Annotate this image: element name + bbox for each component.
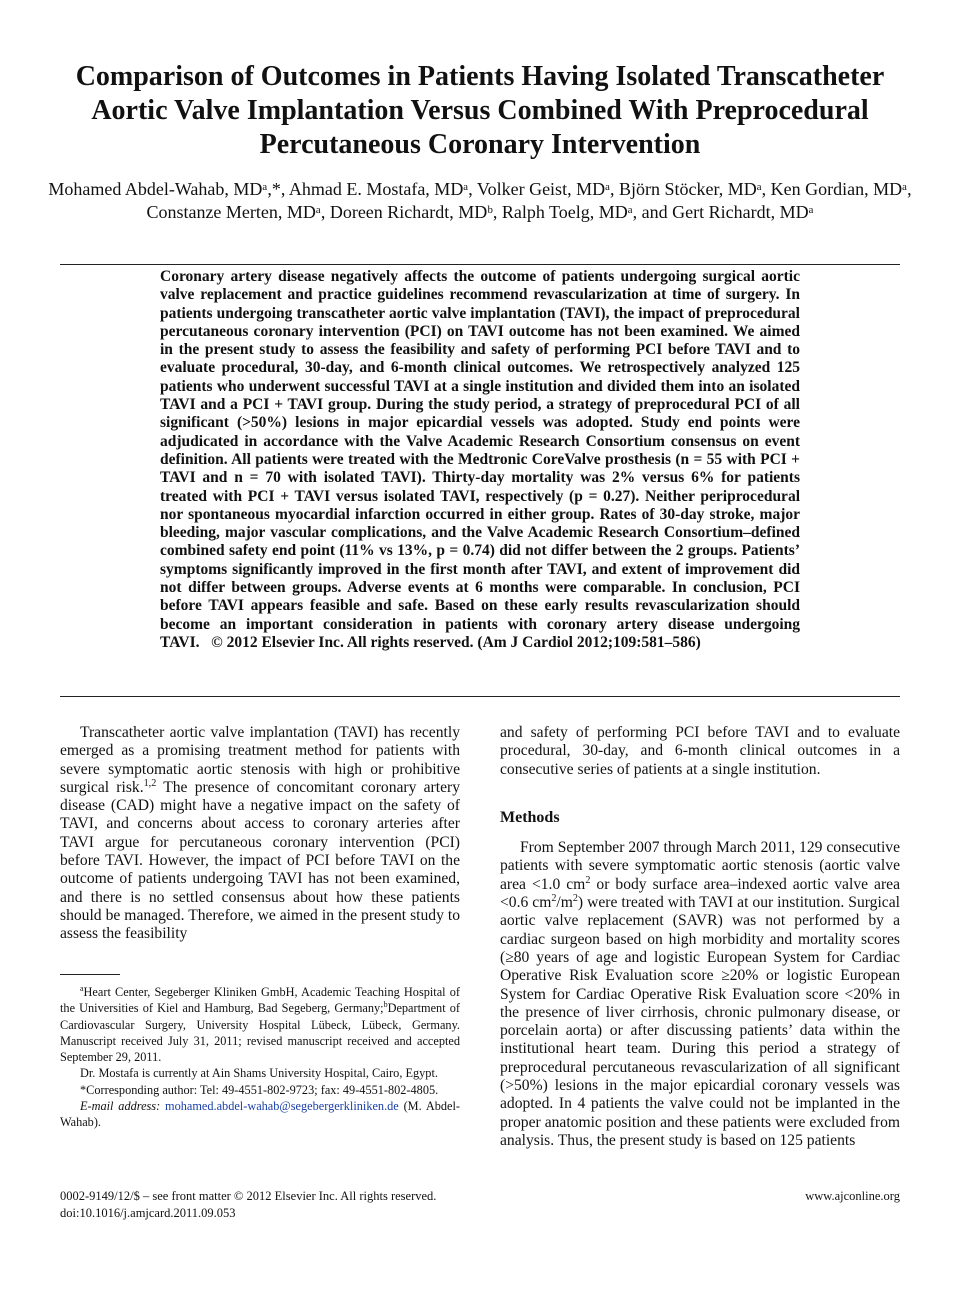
affiliation-a <box>60 984 460 1065</box>
footnotes <box>60 984 460 1131</box>
abstract <box>160 268 800 652</box>
intro-text-part2: The presence of concomitant coronary artery disease (CAD) might have a negative impact on the safety of TAVI, and concerns about access to coronary arteries after TAVI argue for percutaneous coronary intervention (PCI) before TAVI. However, the impact of PCI before TAVI on the outcome of patients undergoing TAVI has not been examined, and there is no settled consensus about how these patients should be managed. Therefore, we aimed in the present study to assess the feasibility <box>60 778 460 943</box>
footnote-rule <box>60 974 120 975</box>
intro-text-part1: Transcatheter aortic valve implantation (TAVI) has recently emerged as a promising treatment method for patients with severe symptomatic aortic stenosis with high or prohibitive surgical risk. <box>60 724 460 796</box>
intro-paragraph <box>60 724 460 944</box>
methods-text-3: /m <box>556 894 573 912</box>
footer-website[interactable]: www.ajconline.org <box>805 1189 900 1203</box>
footnote-email <box>60 1098 460 1131</box>
footer-issn: 0002-9149/12/$ – see front matter © 2012 Elsevier Inc. All rights reserved. <box>60 1189 437 1203</box>
affiliation-a-text: Heart Center, Segeberger Kliniken GmbH, Academic Teaching Hospital of the Universities of Kiel and Hamburg, Bad Segeberg, Germany; <box>60 985 460 1016</box>
methods-heading: Methods <box>500 808 560 826</box>
affiliation-b-mark: b <box>383 1000 388 1010</box>
methods-sup-2: 2 <box>551 892 557 904</box>
methods-text-1: From September 2007 through March 2011, 129 consecutive patients with severe symptomatic aortic stenosis (aortic valve area <1.0 cm <box>500 839 900 893</box>
methods-paragraph <box>500 839 900 1150</box>
abstract-bottom-rule <box>60 696 900 697</box>
abstract-copyright: © 2012 Elsevier Inc. All rights reserved. (Am J Cardiol 2012;109:581–586) <box>211 633 701 651</box>
email-link[interactable]: mohamed.abdel-wahab@segebergerkliniken.de <box>165 1099 399 1114</box>
abstract-text: Coronary artery disease negatively affects the outcome of patients undergoing surgical aortic valve replacement and practice guidelines recommend revascularization at time of surgery. In patients undergoing transcatheter aortic valve implantation (TAVI), the impact of preprocedural percutaneous coronary intervention (PCI) on TAVI outcome has not been examined. We aimed in the present study to assess the feasibility and safety of performing PCI before TAVI and to evaluate procedural, 30-day, and 6-month clinical outcomes. We retrospectively analyzed 125 patients who underwent successful TAVI at a single institution and divided them into an isolated TAVI and a PCI + TAVI group. During the study period, a strategy of preprocedural PCI of all significant (>50%) lesions in major epicardial vessels was adopted. Study end points were adjudicated in accordance with the Valve Academic Research Consortium consensus on event definition. All patients were treated with the Medtronic CoreValve prosthesis (n = 55 with PCI + TAVI and n = 70 with isolated TAVI). Thirty-day mortality was 2% versus 6% for patients treated with PCI + TAVI versus isolated TAVI, respectively (p = 0.27). Neither periprocedural nor spontaneous myocardial infarction occurred in either group. Rates of 30-day stroke, major bleeding, major vascular complications, and the Valve Academic Research Consortium–defined combined safety end point (11% vs 13%, p = 0.74) did not differ between the 2 groups. Patients’ symptoms significantly improved in the first month after TAVI, and extent of improvement did not differ between groups. Adverse events at 6 months were comparable. In conclusion, PCI before TAVI appears feasible and safe. Based on these early results revascularization should become an important consideration in patients with coronary artery disease undergoing TAVI. <box>160 268 800 651</box>
affiliation-b-text: Department of Cardiovascular Surgery, University Hospital Lübeck, Lübeck, Germany. Manuscript received July 31, 2011; revised manuscript received and accepted September 29, 2011. <box>60 1001 460 1065</box>
footnote-corresponding: *Corresponding author: Tel: 49-4551-802-9723; fax: 49-4551-802-4805. <box>80 1082 439 1097</box>
right-column <box>500 724 900 1150</box>
author-list: Mohamed Abdel-Wahab, MDᵃ,*, Ahmad E. Mostafa, MDᵃ, Volker Geist, MDᵃ, Björn Stöcker, MDᵃ, Ken Gordian, MDᵃ, Constanze Merten, MDᵃ, Doreen Richardt, MDᵇ, Ralph Toelg, MDᵃ, and Gert Richardt, MDᵃ <box>48 179 912 222</box>
left-column <box>60 724 460 944</box>
methods-text-2: or body surface area–indexed aortic valve area <0.6 cm <box>500 875 900 912</box>
email-suffix: (M. Abdel-Wahab). <box>60 1099 460 1130</box>
email-label: E-mail address: <box>80 1099 161 1114</box>
affiliation-a-mark: a <box>80 983 84 993</box>
footer-doi[interactable]: doi:10.1016/j.amjcard.2011.09.053 <box>60 1206 236 1220</box>
abstract-top-rule <box>60 264 900 265</box>
article-title: Comparison of Outcomes in Patients Having Isolated Transcatheter Aortic Valve Implantation Versus Combined With Preprocedural Percutaneous Coronary Intervention <box>75 61 885 160</box>
methods-sup-3: 2 <box>572 892 578 904</box>
footer-left <box>60 1188 500 1222</box>
intro-continuation: and safety of performing PCI before TAVI and to evaluate procedural, 30-day, and 6-month clinical outcomes in a consecutive series of patients at a single institution. <box>500 724 900 778</box>
methods-text-4: ) were treated with TAVI at our institution. Surgical aortic valve replacement (SAVR) was not performed by a cardiac surgeon based on high morbidity and mortality scores (≥80 years of age and logistic European System for Cardiac Operative Risk Evaluation score ≥20% or logistic European System for Cardiac Operative Risk Evaluation score <20% in the presence of liver cirrhosis, chronic pulmonary disease, or porcelain aorta) or after discussing patients’ data within the institutional heart team. During this period a strategy of preprocedural percutaneous revascularization of all significant (>50%) lesions in the major epicardial coronary vessels was adopted. In 4 patients the valve could not be implanted in the proper anatomic position and these patients were excluded from analysis. Thus, the present study is based on 125 patients <box>500 894 900 1149</box>
reference-1-2: 1,2 <box>143 777 157 789</box>
methods-sup-1: 2 <box>585 874 591 886</box>
footnote-mostafa: Dr. Mostafa is currently at Ain Shams University Hospital, Cairo, Egypt. <box>80 1066 438 1081</box>
